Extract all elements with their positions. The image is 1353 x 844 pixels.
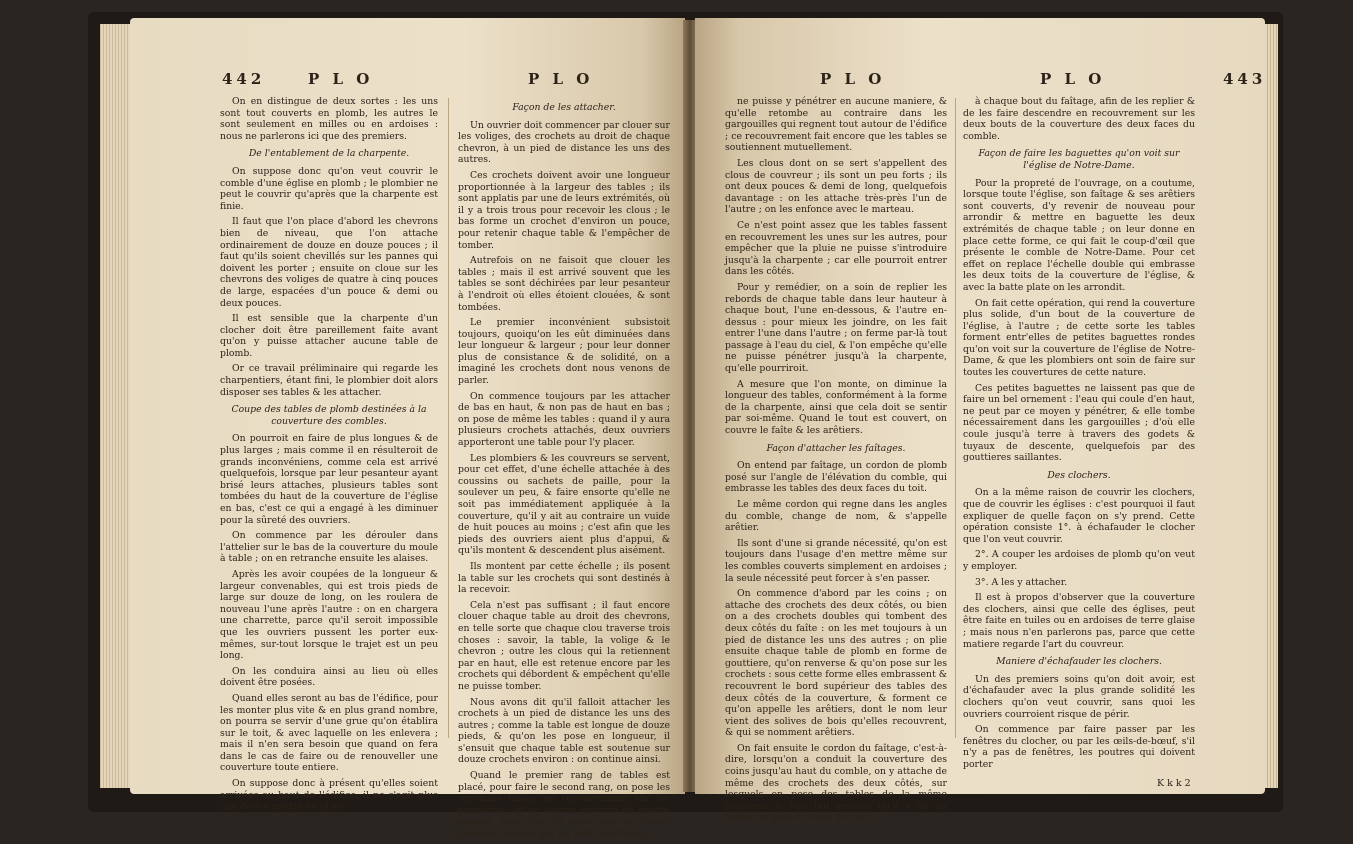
paragraph: Un des premiers soins qu'on doit avoir, est d'échafauder avec la plus grande solidité les clochers qu'on veut couvrir, sans quoi les ouvriers courroient risque de périr. — [963, 673, 1195, 720]
section-heading: Façon d'attacher les faîtages. — [766, 442, 906, 454]
paragraph: Le premier inconvénient subsistoit toujours, quoiqu'on les eût diminuées dans leur longueur & largeur ; pour leur donner plus de consistance & de solidité, on a imaginé les crochets dont nous venons de parler. — [458, 317, 670, 387]
right-page-column-2 — [963, 96, 1195, 774]
paragraph: 2°. A couper les ardoises de plomb qu'on veut y employer. — [963, 549, 1195, 572]
paragraph: A mesure que l'on monte, on diminue la longueur des tables, conformément à la forme de la charpente, ainsi que cela doit se sentir par soi-même. Quand le tout est couvert, on couvre le faîte & les arêtiers. — [725, 378, 947, 437]
paragraph: Ils montent par cette échelle ; ils posent la table sur les crochets qui sont destinés à la recevoir. — [458, 560, 670, 596]
left-page-column-2 — [458, 96, 670, 844]
paragraph: Cela n'est pas suffisant ; il faut encore clouer chaque table au droit des chevrons, en telle sorte que chaque clou traverse trois choses : savoir, la table, la volige & le chevron ; outre les clous qui la retiennent par en haut, elle est retenue encore par les crochets qui débordent & empêchent qu'elle ne puisse tomber. — [458, 599, 670, 692]
paragraph: Un ouvrier doit commencer par clouer sur les voliges, des crochets au droit de chaque chevron, à un pied de distance les uns des autres. — [458, 119, 670, 166]
paragraph: Les clous dont on se sert s'appellent des clous de couvreur ; ils sont un peu forts ; ils ont deux pouces & demi de long, quelquefois davantage : on les attache très-près l'un de l'autre ; on les enfonce avec le marteau. — [725, 157, 947, 216]
page-edges-left — [100, 24, 132, 788]
page-number-right: 443 — [1223, 70, 1267, 88]
paragraph: On pourroit en faire de plus longues & de plus larges ; mais comme il en résulteroit de grands inconvéniens, comme cela est arrivé quelquefois, lorsque par leur pesanteur ayant brisé leurs attaches, plusieurs tables sont tombées du haut de la couverture de l'église en bas, c'est ce qui a engagé à les diminuer pour la sûreté des ouvriers. — [220, 433, 438, 526]
left-page-column-1 — [220, 96, 438, 817]
column-rule — [955, 98, 956, 738]
section-heading: Des clochers. — [1047, 469, 1111, 481]
running-head-left-col1: P L O — [308, 70, 374, 88]
section-heading: De l'entablement de la charpente. — [248, 148, 410, 160]
paragraph: Le même cordon qui regne dans les angles du comble, change de nom, & s'appelle arêtier. — [725, 499, 947, 534]
paragraph: Ce n'est point assez que les tables fassent en recouvrement les unes sur les autres, pour empêcher que la pluie ne puisse s'introduire jusqu'à la charpente ; car elle pourroit entrer dans les côtés. — [725, 219, 947, 278]
paragraph: On suppose donc qu'on veut couvrir le comble d'une église en plomb ; le plombier ne peut le couvrir qu'après que la charpente est finie. — [220, 165, 438, 212]
paragraph: 3°. A les y attacher. — [975, 576, 1068, 588]
section-heading: Façon de les attacher. — [512, 102, 616, 113]
paragraph: Ils sont d'une si grande nécessité, qu'on est toujours dans l'usage d'en mettre même sur les combles couverts simplement en ardoises ; la seule nécessité peut forcer à s'en passer. — [725, 537, 947, 584]
paragraph: On les conduira ainsi au lieu où elles doivent être posées. — [220, 665, 438, 689]
paragraph: On commence par les dérouler dans l'attelier sur le bas de la couverture du moule à table ; on en retranche ensuite les alaises. — [220, 530, 438, 565]
section-heading: Maniere d'échafauder les clochers. — [996, 656, 1162, 668]
paragraph: On commence d'abord par les coins ; on attache des crochets des deux côtés, ou bien on a des crochets doubles qui tombent des deux côtés du faîte : on les met toujours à un pied de distance les uns des autres ; on plie ensuite chaque table de plomb en forme de gouttiere, qu'on renverse & qu'on pose sur les crochets : sous cette forme elles embrassent & recouvrent le bord supérieur des tables des deux côtés de la couverture, & forment ce qu'on appelle les arêtiers, dont le nom leur vient des solives de bois qu'elles recouvrent, & qui se nomment arêtiers. — [725, 588, 947, 739]
paragraph: On commence par faire passer par les fenêtres du clocher, ou par les œils-de-bœuf, s'il n'y a pas de fenêtres, les poutres qui doivent porter — [963, 724, 1195, 770]
section-heading: Façon de faire les baguettes qu'on voit sur l'église de Notre-Dame. — [978, 148, 1180, 171]
running-head-left-col2: P L O — [528, 70, 594, 88]
right-page — [695, 18, 1267, 824]
paragraph: Pour la propreté de l'ouvrage, on a coutume, lorsque toute l'église, son faîtage & ses arêtiers sont couverts, d'y revenir de nouveau pour arrondir & mettre en baguette les deux extrémités de chaque table ; on leur donne en place cette forme, ce qui fait le coup-d'œil que présente le comble de Notre-Dame. Pour cet effet on replace l'échelle double qui embrasse les deux toits de la couverture de l'église, & avec la batte plate on les arrondit. — [963, 177, 1195, 293]
paragraph: Quand le premier rang de tables est placé, pour faire le second rang, on pose les secondes tables en recouvrement sur les premieres, qu'on couvre environ de quatre pouces, pour que la pluie qui se trouve poussée souvent par un vent impétueux, — [458, 770, 670, 840]
paragraph: On entend par faîtage, un cordon de plomb posé sur l'angle de l'élévation du comble, qui embrasse les tables des deux faces du toit. — [725, 460, 947, 495]
paragraph: On fait ensuite le cordon du faîtage, c'est-à-dire, lorsqu'on a conduit la couverture des coins jusqu'au haut du comble, on y attache de même des crochets des deux côtés, sur lesquels on pose des tables de la même longueur, & l'on fait ensorte qu'il y ait au moins un pied de table de reste — [725, 742, 947, 824]
paragraph: Nous avons dit qu'il falloit attacher les crochets à un pied de distance les uns des autres ; comme la table est longue de douze pieds, & qu'on les pose en longueur, il s'ensuit que chaque table est soutenue sur douze crochets environ : on continue ainsi. — [458, 696, 670, 766]
paragraph: Quand elles seront au bas de l'édifice, pour les monter plus vite & en plus grand nombre, on pourra se servir d'une grue qu'on établira sur le toit, & avec laquelle on les enlevera ; mais il n'en sera besoin que quand on fera dans le cas de faire ou de renouveller une couverture toute entiere. — [220, 692, 438, 774]
paragraph: Autrefois on ne faisoit que clouer les tables ; mais il est arrivé souvent que les tables se sont déchirées par leur pesanteur à l'endroit où elles étoient clouées, & sont tombées. — [458, 255, 670, 313]
paragraph: ne puisse y pénétrer en aucune maniere, & qu'elle retombe au contraire dans les gargouilles qui regnent tout autour de l'édifice ; ce recouvrement fait encore que les tables se soutiennent mutuellement. — [725, 96, 947, 154]
paragraph: Or ce travail préliminaire qui regarde les charpentiers, étant fini, le plombier doit alors disposer ses tables & les attacher. — [220, 363, 438, 398]
paragraph: On a la même raison de couvrir les clochers, que de couvrir les églises : c'est pourquoi il faut expliquer de quelle façon on s'y prend. Cette opération consiste 1°. à échafauder le clocher que l'on veut couvrir. — [963, 487, 1195, 545]
paragraph: à chaque bout du faîtage, afin de les replier & de les faire descendre en recouvrement sur les deux bouts de la couverture des deux faces du comble. — [963, 96, 1195, 142]
right-page-column-1 — [725, 96, 947, 828]
running-head-right-col2: P L O — [1040, 70, 1106, 88]
running-head-right-col1: P L O — [820, 70, 886, 88]
paragraph: Pour y remédier, on a soin de replier les rebords de chaque table dans leur hauteur à chaque bout, l'une en-dessous, & l'autre en-dessus : pour mieux les joindre, on les fait entrer l'une dans l'autre ; on ferme par-là tout passage à l'eau du ciel, & l'on empêche qu'elle ne puisse pénétrer jusqu'à la charpente, qu'elle pourriroit. — [725, 281, 947, 375]
paragraph: Il est à propos d'observer que la couverture des clochers, ainsi que celle des églises, peut être faite en tuiles ou en ardoises de terre glaise ; mais nous n'en parlerons pas, parce que cette matiere regarde l'art du couvreur. — [963, 592, 1195, 650]
paragraph: Il faut que l'on place d'abord les chevrons bien de niveau, que l'on attache ordinairement de douze en douze pouces ; il faut qu'ils soient chevillés sur les pannes qui doivent les porter ; ensuite on cloue sur les chevrons des voliges de quatre à cinq pouces de large, espacées d'un pouce & demi ou deux pouces. — [220, 216, 438, 309]
paragraph: Ces petites baguettes ne laissent pas que de faire un bel ornement : l'eau qui coule d'en haut, ne peut par ce moyen y pénétrer, & elle tombe nécessairement dans les gargouilles ; d'où elle coule jusqu'à terre à travers des godets & tuyaux de descente, quelquefois par des gouttieres saillantes. — [963, 382, 1195, 464]
signature-mark: K k k 2 — [1157, 778, 1191, 789]
paragraph: On commence toujours par les attacher de bas en haut, & non pas de haut en bas ; on pose de même les tables : quand il y aura plusieurs crochets attachés, deux ouvriers apporteront une table pour l'y placer. — [458, 390, 670, 449]
paragraph: Les plombiers & les couvreurs se servent, pour cet effet, d'une échelle attachée à des coussins ou sachets de paille, pour la soulever un peu, & faire ensorte qu'elle ne soit pas immédiatement appliquée à la couverture, qu'il y ait au contraire un vuide de huit pouces au moins ; c'est afin que les pieds des ouvriers aient plus d'appui, & qu'ils montent & descendent plus aisément. — [458, 452, 670, 557]
paragraph: On fait cette opération, qui rend la couverture plus solide, d'un bout de la couverture de l'église, à l'autre ; de cette sorte les tables forment entr'elles de petites baguettes rondes qu'on voit sur la couverture de l'église de Notre-Dame, & que les plombiers ont soin de faire sur toutes les couvertures de cette nature. — [963, 297, 1195, 379]
column-rule — [448, 98, 449, 738]
left-page — [130, 18, 685, 840]
paragraph: Il est sensible que la charpente d'un clocher doit être pareillement faite avant qu'on y puisse attacher aucune table de plomb. — [220, 313, 438, 359]
page-number-left: 442 — [222, 70, 266, 88]
paragraph: Après les avoir coupées de la longueur & largeur convenables, qui est trois pieds de large sur douze de long, on les roulera de nouveau l'une après l'autre : on en chargera une charrette, parce qu'il seroit impossible que les ouvriers pussent les porter eux-mêmes, sur-tout lorsque le trajet est un peu long. — [220, 568, 438, 662]
section-heading: Coupe des tables de plomb destinées à la couverture des combles. — [231, 404, 427, 427]
paragraph: On en distingue de deux sortes : les uns sont tout couverts en plomb, les autres le sont seulement en milles ou en ardoises : nous ne parlerons ici que des premiers. — [220, 96, 438, 142]
paragraph: On suppose donc à présent qu'elles soient arrivées au haut de l'édifice, il ne s'agit plus que de les mettre en place. — [220, 778, 438, 813]
paragraph: Ces crochets doivent avoir une longueur proportionnée à la largeur des tables ; ils sont applatis par une de leurs extrémités, où il y a trois trous pour recevoir les clous ; le bas forme un crochet d'environ un pouce, pour retenir chaque table & l'empêcher de tomber. — [458, 169, 670, 251]
